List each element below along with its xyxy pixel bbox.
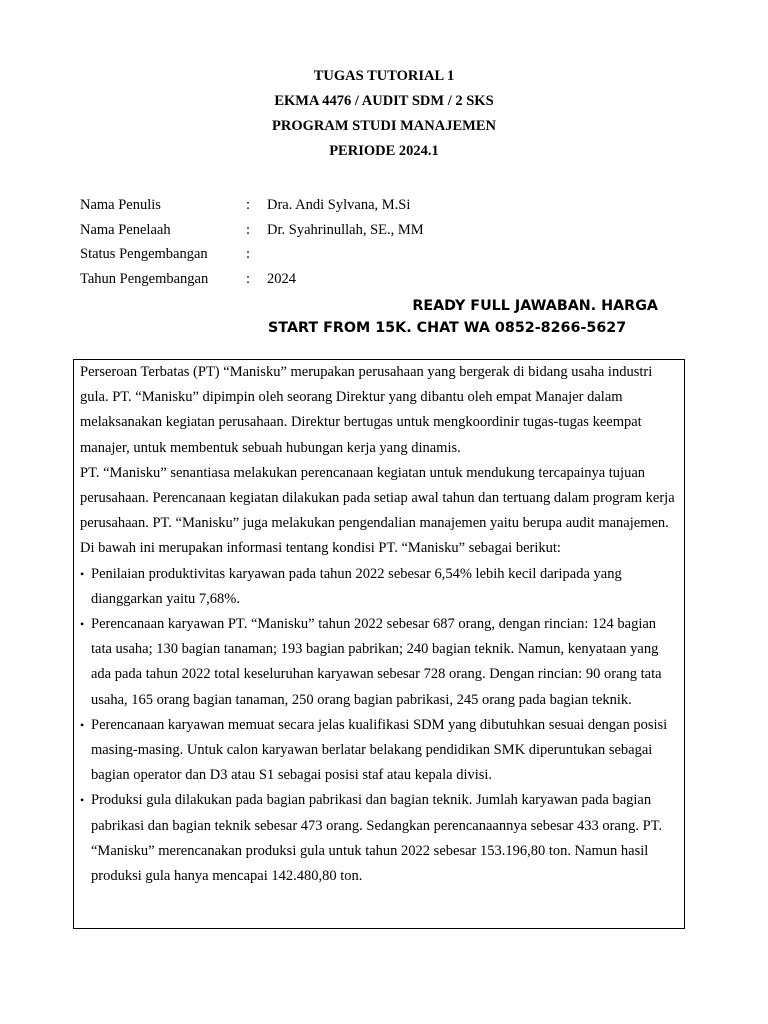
list-item-text: Perencanaan karyawan memuat secara jelas kualifikasi SDM yang dibutuhkan sesuai dengan posisi masing-masing. Untuk calon karyawan berlatar belakang pendidikan SMK diperuntukan sebagai bagian operator dan D3 atau S1 sebagai posisi staf atau kepala divisi. [91, 716, 668, 784]
meta-label: Tahun Pengembangan [80, 270, 209, 287]
period: PERIODE 2024.1 [329, 143, 439, 159]
case-paragraph-2: PT. “Manisku” senantiasa melakukan perencanaan kegiatan untuk mendukung tercapainya tujuan perusahaan. Perencanaan kegiatan dilakukan pada setiap awal tahun dan tertuang dalam program kerja perusahaan. PT. “Manisku” juga melakukan pengendalian manajemen yaitu berupa audit manajemen. [80, 464, 675, 532]
case-paragraph-1: Perseroan Terbatas (PT) “Manisku” merupakan perusahaan yang bergerak di bidang usaha industri gula. PT. “Manisku” dipimpin oleh seorang Direktur yang dibantu oleh empat Manajer dalam melaksanakan kegiatan perusahaan. Direktur bertugas untuk mengkoordinir tugas-tugas keempat manajer, untuk membentuk sebuah hubungan kerja yang dinamis. [80, 364, 653, 456]
list-item [80, 612, 680, 713]
meta-row-reviewer [80, 218, 424, 243]
meta-label: Nama Penulis [80, 197, 161, 213]
meta-label: Nama Penelaah [80, 221, 171, 238]
bullet-icon: • [80, 617, 85, 632]
bullet-icon: • [80, 717, 85, 732]
case-paragraph-3: Di bawah ini merupakan informasi tentang kondisi PT. “Manisku” sebagai berikut: [80, 540, 561, 557]
meta-value: Dr. Syahrinullah, SE., MM [267, 221, 424, 238]
case-study-box [73, 359, 685, 929]
meta-row-status [80, 242, 424, 267]
bullet-icon: • [80, 793, 85, 808]
promo-text [268, 295, 658, 339]
meta-value: Dra. Andi Sylvana, M.Si [267, 197, 411, 213]
list-item [80, 713, 680, 789]
condition-list [80, 562, 680, 890]
list-item [80, 788, 680, 889]
study-program: PROGRAM STUDI MANAJEMEN [272, 118, 496, 134]
meta-row-author [80, 193, 424, 218]
document-header [0, 66, 768, 166]
meta-row-year [80, 267, 424, 292]
meta-separator: : [246, 221, 251, 238]
list-item-text: Produksi gula dilakukan pada bagian pabrikasi dan bagian teknik. Jumlah karyawan pada bagian pabrikasi dan bagian teknik sebesar 473 orang. Sedangkan perencanaannya sebesar 433 orang. PT. “Manisku” merencanakan produksi gula untuk tahun 2022 sebesar 153.196,80 ton. Namun hasil produksi gula hanya mencapai 142.480,80 ton. [91, 792, 663, 885]
course-code: EKMA 4476 / AUDIT SDM / 2 SKS [274, 93, 494, 109]
meta-label: Status Pengembangan [80, 246, 208, 262]
promo-line-1: READY FULL JAWABAN. HARGA [412, 298, 658, 314]
promo-line-2: START FROM 15K. CHAT WA 0852-8266-5627 [268, 320, 627, 336]
list-item [80, 562, 680, 612]
meta-separator: : [246, 197, 251, 213]
bullet-icon: • [80, 566, 85, 581]
metadata-table [80, 193, 424, 291]
list-item-text: Perencanaan karyawan PT. “Manisku” tahun 2022 sebesar 687 orang, dengan rincian: 124 bagian tata usaha; 130 bagian tanaman; 193 bagian pabrikan; 240 bagian teknik. Namun, kenyataan yang ada pada tahun 2022 total keseluruhan karyawan sebesar 728 orang. Dengan rincian: 90 orang tata usaha, 165 orang bagian tanaman, 250 orang bagian pabrikasi, 245 orang pada bagian teknik. [91, 616, 662, 708]
meta-value: 2024 [267, 270, 296, 287]
list-item-text: Penilaian produktivitas karyawan pada tahun 2022 sebesar 6,54% lebih kecil daripada yang dianggarkan yaitu 7,68%. [91, 565, 622, 607]
assignment-title: TUGAS TUTORIAL 1 [313, 68, 455, 84]
meta-separator: : [246, 246, 251, 262]
meta-separator: : [246, 270, 251, 287]
